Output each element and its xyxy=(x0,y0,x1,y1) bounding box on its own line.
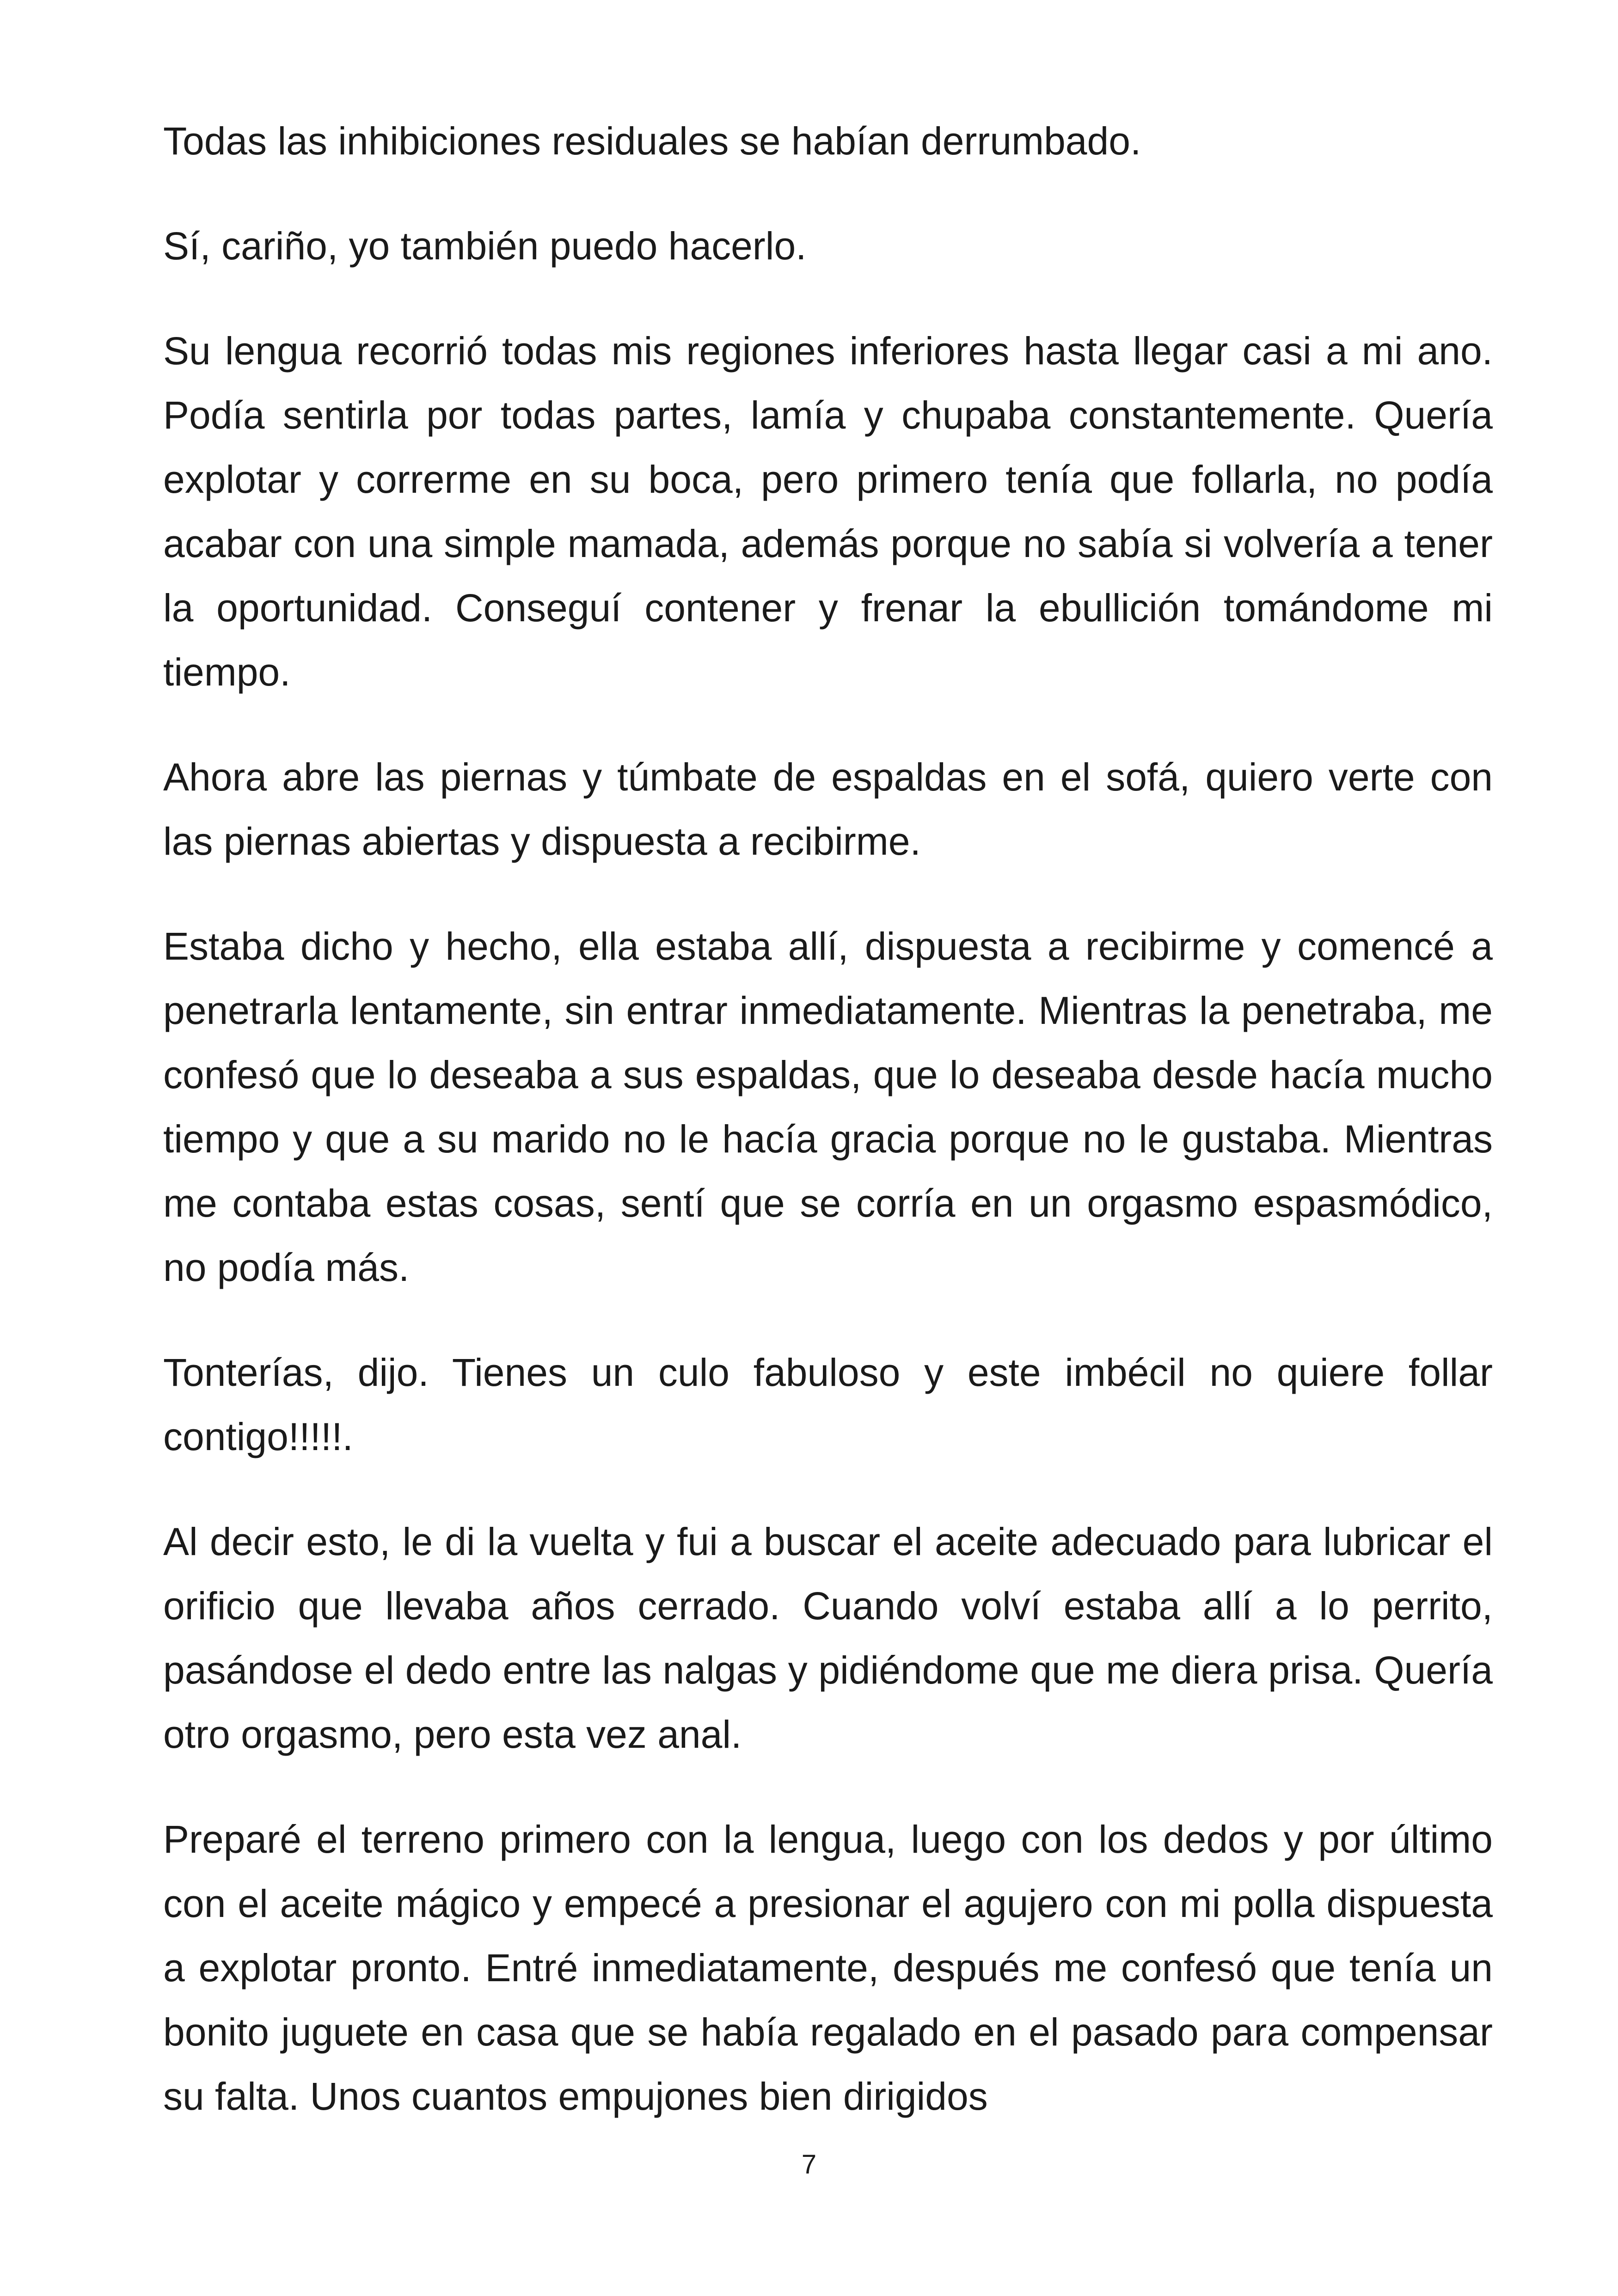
page-body-text xyxy=(163,109,1493,2169)
paragraph-2: Sí, cariño, yo también puedo hacerlo. xyxy=(163,224,807,268)
page-number: 7 xyxy=(801,2149,817,2180)
paragraph-3: Su lengua recorrió todas mis regiones inferiores hasta llegar casi a mi ano. Podía sentirla por todas partes, lamía y chupaba constantemente. Quería explotar y correrme en su boca, pero primero tenía que follarla, no podía acabar con una simple mamada, además porque no sabía si volvería a tener la oportunidad. Conseguí contener y frenar la ebullición tomándome mi tiempo. xyxy=(163,329,1493,694)
paragraph-5: Estaba dicho y hecho, ella estaba allí, dispuesta a recibirme y comencé a penetrarla lentamente, sin entrar inmediatamente. Mientras la penetraba, me confesó que lo deseaba a sus espaldas, que lo deseaba desde hacía mucho tiempo y que a su marido no le hacía gracia porque no le gustaba. Mientras me contaba estas cosas, sentí que se corría en un orgasmo espasmódico, no podía más. xyxy=(163,925,1493,1289)
paragraph-4: Ahora abre las piernas y túmbate de espaldas en el sofá, quiero verte con las piernas abiertas y dispuesta a recibirme. xyxy=(163,755,1493,863)
paragraph-8: Preparé el terreno primero con la lengua, luego con los dedos y por último con el aceite mágico y empecé a presionar el agujero con mi polla dispuesta a explotar pronto. Entré inmediatamente, después me confesó que tenía un bonito juguete en casa que se había regalado en el pasado para compensar su falta. Unos cuantos empujones bien dirigidos xyxy=(163,1818,1493,2118)
paragraph-7: Al decir esto, le di la vuelta y fui a buscar el aceite adecuado para lubricar el orificio que llevaba años cerrado. Cuando volví estaba allí a lo perrito, pasándose el dedo entre las nalgas y pidiéndome que me diera prisa. Quería otro orgasmo, pero esta vez anal. xyxy=(163,1520,1493,1756)
paragraph-1: Todas las inhibiciones residuales se habían derrumbado. xyxy=(163,119,1141,163)
paragraph-6: Tonterías, dijo. Tienes un culo fabuloso y este imbécil no quiere follar contigo!!!!!. xyxy=(163,1351,1493,1458)
